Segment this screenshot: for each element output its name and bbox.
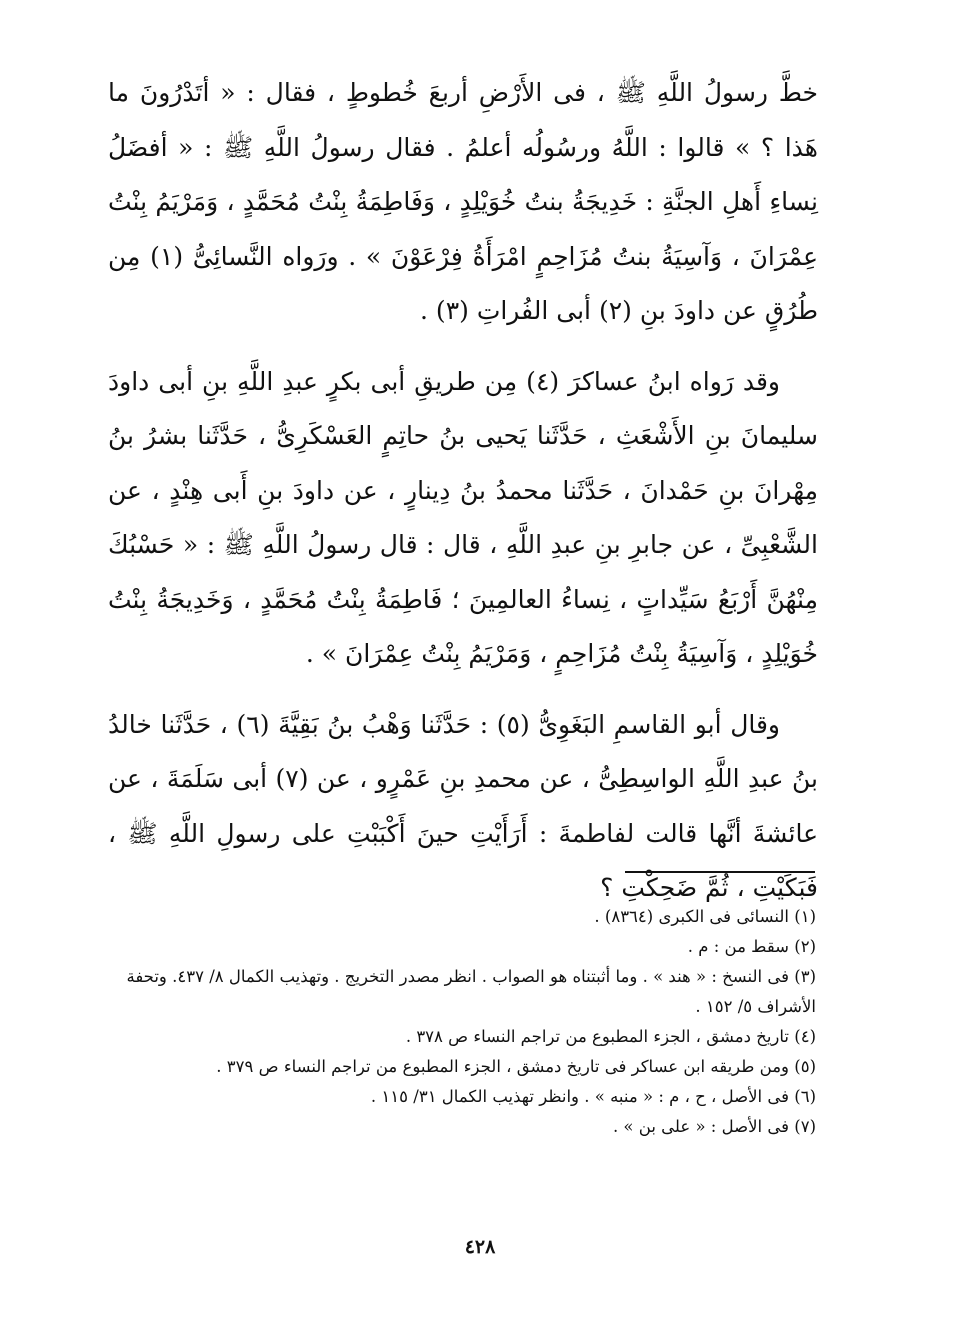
footnote-3: (٣) فى النسخ : « هند » . وما أثبتناه هو الصواب . انظر مصدر التخريج . وتهذيب الكمال ٨/ ٤٣٧. وتحفة الأشراف ٥/ ١٥٢ . <box>126 967 816 1016</box>
footnote-6: (٦) فى الأصل ، ح ، م : « منبه » . وانظر تهذيب الكمال ٣١/ ١١٥ . <box>370 1087 816 1106</box>
footnote-divider <box>625 871 815 873</box>
paragraph-3: وقال أبو القاسمِ البَغَوِىُّ (٥) : حَدَّثَنا وَهْبُ بنُ بَقِيَّةَ (٦) ، حَدَّثَنا خالدُ بنُ عبدِ اللَّهِ الواسِطِىُّ ، عن محمدِ بنِ عَمْرٍو ، عن (٧) أبى سَلَمَةَ ، عن عائشةَ أنَّها قالت لفاطمةَ : أَرَأَيْتِ حينَ أَكْبَبْتِ على رسولِ اللَّهِ ﷺ ، فَبَكَيْتِ ، ثُمَّ ضَحِكْتِ ؟ <box>108 709 818 902</box>
footnote-5: (٥) ومن طريقه ابن عساكر فى تاريخ دمشق ، الجزء المطبوع من تراجم النساء ص ٣٧٩ . <box>216 1057 816 1076</box>
footnotes-list <box>108 902 816 1142</box>
main-text <box>108 66 818 916</box>
page-number: ٤٢٨ <box>464 1236 496 1258</box>
footnote-1: (١) النسائى فى الكبرى (٨٣٦٤) . <box>594 907 816 926</box>
footnote-4: (٤) تاريخ دمشق ، الجزء المطبوع من تراجم النساء ص ٣٧٨ . <box>405 1027 816 1046</box>
paragraph-2: وقد رَواه ابنُ عساكرَ (٤) مِن طريقِ أبى بكرٍ عبدِ اللَّهِ بنِ أبى داودَ سليمانَ بنِ الأَشْعَثِ ، حَدَّثَنا يَحيى بنُ حاتِمٍ العَسْكَرِىُّ ، حَدَّثَنا بشرُ بنُ مِهْرانَ بنِ حَمْدانَ ، حَدَّثَنا محمدُ بنُ دِينارٍ ، عن داودَ بنِ أَبى هِنْدٍ ، عن الشَّعْبِىِّ ، عن جابرِ بنِ عبدِ اللَّهِ ، قال : قال رسولُ اللَّهِ ﷺ : « حَسْبُكَ مِنْهُنَّ أَرْبَعُ سَيِّداتٍ ، نِساءُ العالمِينَ ؛ فَاطِمَةُ بِنْتُ مُحَمَّدٍ ، وَخَدِيجَةُ بِنْتُ خُوَيْلِدٍ ، وَآسِيَةُ بِنْتُ مُزَاحِمٍ ، وَمَرْيَمُ بِنْتُ عِمْرَانَ » . <box>108 366 818 668</box>
paragraph-1: خطَّ رسولُ اللَّهِ ﷺ ، فى الأَرْضِ أربعَ خُطوطٍ ، فقال : « أتَدْرُونَ ما هَذا ؟ » قالوا : اللَّهُ ورسُولُه أعلمُ . فقال رسولُ اللَّهِ ﷺ : « أفضَلُ نِساءِ أَهلِ الجنَّةِ : خَدِيجَةُ بنتُ خُوَيْلِدٍ ، وَفَاطِمَةُ بِنْتُ مُحَمَّدٍ ، وَمَرْيَمُ بِنْتُ عِمْرَانَ ، وَآسِيَةُ بنتُ مُزَاحِمٍ امْرَأَةُ فِرْعَوْنَ » . ورَواه النَّسائِىُّ (١) مِن طُرُقٍ عن داودَ بنِ (٢) أبى الفُراتِ (٣) . <box>108 78 818 325</box>
footnote-2: (٢) سقط من : م . <box>687 937 816 956</box>
footnote-7: (٧) فى الأصل : « على بن » . <box>612 1117 816 1136</box>
